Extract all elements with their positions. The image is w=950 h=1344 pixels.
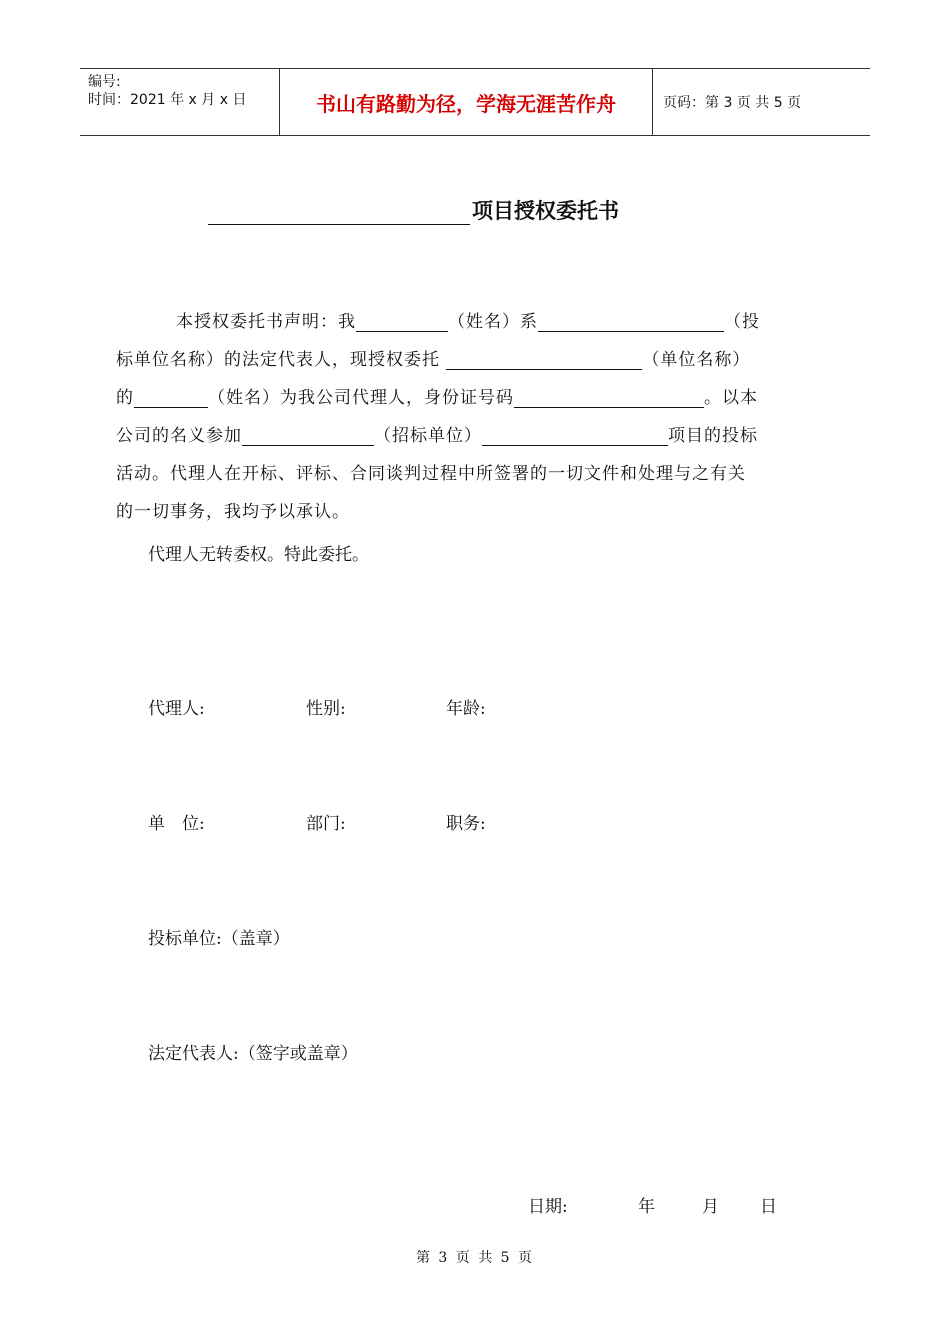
position-label: 职务: — [446, 814, 486, 834]
blank-bidder — [538, 309, 724, 332]
age-label: 年龄: — [446, 699, 486, 719]
blank-unit — [446, 347, 642, 370]
time-label: 时间：2021 年 x 月 x 日 — [88, 92, 247, 108]
bidder-seal-label: 投标单位:（盖章） — [148, 929, 290, 949]
legal-representative-label: 法定代表人:（签字或盖章） — [148, 1044, 358, 1064]
authorization-paragraph — [116, 303, 778, 531]
blank-project — [482, 423, 668, 446]
para-text: 项目的投标 — [668, 426, 758, 446]
para-text: （单位名称） — [642, 350, 751, 370]
blank-id-number — [514, 385, 704, 408]
date-day: 日 — [760, 1197, 777, 1217]
page-header — [80, 68, 870, 136]
header-page-info: 页码：第 3 页 共 5 页 — [663, 95, 802, 111]
para-text: （招标单位） — [374, 426, 482, 446]
number-label: 编号: — [88, 74, 121, 90]
para-text: 的 — [116, 388, 134, 408]
no-delegation-paragraph: 代理人无转委权。特此委托。 — [148, 545, 369, 565]
date-label: 日期: — [528, 1197, 568, 1217]
gender-label: 性别: — [306, 699, 346, 719]
para-text: 公司的名义参加 — [116, 426, 242, 446]
unit-label: 单 位: — [148, 814, 205, 834]
header-meta — [80, 69, 280, 135]
blank-agent-name — [134, 385, 208, 408]
para-text: （投 — [724, 312, 760, 332]
para-text: （姓名）系 — [448, 312, 538, 332]
title-blank — [208, 200, 470, 225]
agent-label: 代理人: — [148, 699, 205, 719]
para-text: 的一切事务，我均予以承认。 — [116, 502, 350, 522]
blank-name — [356, 309, 448, 332]
para-text: 本授权委托书声明：我 — [176, 312, 356, 332]
page-footer: 第 3 页 共 5 页 — [415, 1250, 535, 1266]
date-month: 月 — [702, 1197, 719, 1217]
para-text: 活动。代理人在开标、评标、合同谈判过程中所签署的一切文件和处理与之有关 — [116, 464, 746, 484]
header-motto: 书山有路勤为径，学海无涯苦作舟 — [280, 69, 653, 135]
title-text: 项目授权委托书 — [472, 199, 619, 223]
date-year: 年 — [638, 1197, 655, 1217]
department-label: 部门: — [306, 814, 346, 834]
blank-tender-unit — [242, 423, 374, 446]
document-title — [208, 195, 619, 225]
para-text: 标单位名称）的法定代表人，现授权委托 — [116, 350, 440, 370]
para-text: 。以本 — [704, 388, 758, 408]
para-text: （姓名）为我公司代理人，身份证号码 — [208, 388, 514, 408]
